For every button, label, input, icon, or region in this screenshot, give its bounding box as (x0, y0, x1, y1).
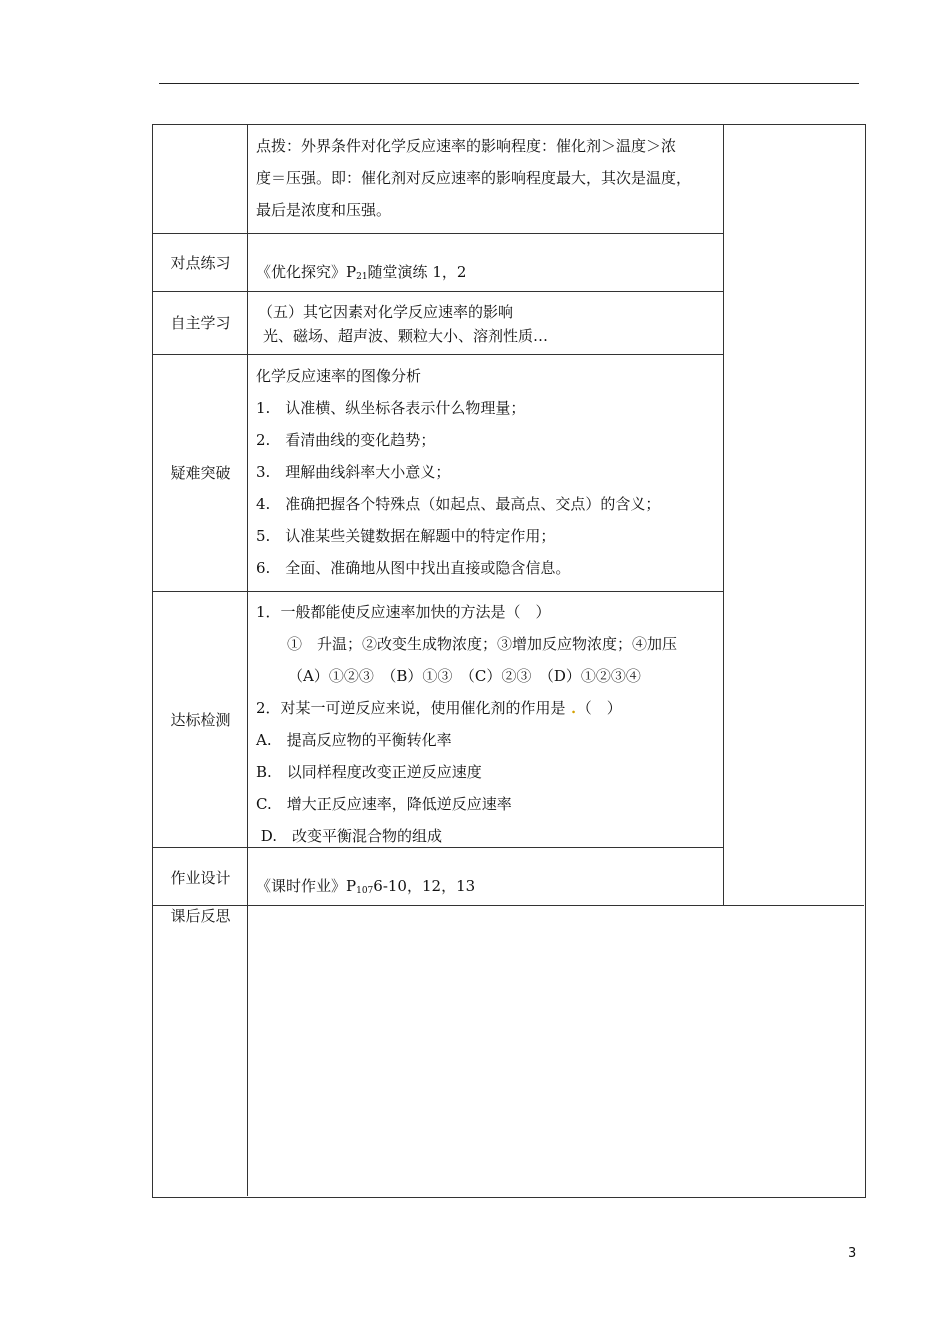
practice-text-before: 《优化探究》P (256, 263, 357, 281)
page-number: 3 (848, 1246, 857, 1261)
difficulty-item: 2. 看清曲线的变化趋势； (256, 431, 436, 449)
question-1-options: （A）①②③ （B）①③ （C）②③ （D）①②③④ (288, 667, 641, 685)
practice-subscript: 21 (356, 272, 368, 282)
self-study-line-2: 光、磁场、超声波、颗粒大小、溶剂性质… (263, 327, 549, 345)
homework-text (256, 876, 475, 901)
difficulty-item: 5. 认准某些关键数据在解题中的特定作用； (256, 527, 556, 545)
difficulty-item: 3. 理解曲线斜率大小意义； (256, 463, 451, 481)
homework-label: 作业设计 (170, 869, 231, 887)
question-2 (256, 694, 622, 718)
homework-subscript: 107 (356, 886, 374, 896)
difficulty-item: 1. 认准横、纵坐标各表示什么物理量； (256, 399, 526, 417)
question-2-paren: （ ） (576, 699, 622, 717)
practice-label: 对点练习 (170, 254, 231, 272)
reflection-label: 课后反思 (170, 907, 231, 925)
practice-text-after: 随堂演练 1，2 (367, 263, 467, 281)
question-2-dot: . (570, 694, 577, 718)
question-2-option: C. 增大正反应速率，降低逆反应速率 (256, 795, 512, 813)
hint-line-3: 最后是浓度和压强。 (256, 201, 392, 219)
difficulty-item: 6. 全面、准确地从图中找出直接或隐含信息。 (256, 559, 571, 577)
question-2-option: A. 提高反应物的平衡转化率 (256, 731, 452, 749)
self-study-line-1: （五）其它因素对化学反应速率的影响 (258, 303, 514, 321)
header-rule (159, 83, 859, 84)
practice-text (256, 262, 466, 287)
question-2-text: 2．对某一可逆反应来说，使用催化剂的作用是 (256, 699, 566, 717)
hint-line-2: 度＝压强。即：催化剂对反应速率的影响程度最大，其次是温度， (256, 169, 692, 187)
question-2-option: D. 改变平衡混合物的组成 (256, 827, 443, 845)
homework-text-before: 《课时作业》P (256, 877, 357, 895)
homework-text-after: 6-10，12，13 (373, 877, 476, 895)
question-1: 1．一般都能使反应速率加快的方法是（ ） (256, 603, 551, 621)
test-label: 达标检测 (170, 711, 231, 729)
difficulty-title: 化学反应速率的图像分析 (256, 367, 422, 385)
difficulty-item: 4. 准确把握各个特殊点（如起点、最高点、交点）的含义； (256, 495, 661, 513)
hint-line-1: 点拨：外界条件对化学反应速率的影响程度：催化剂＞温度＞浓 (256, 137, 677, 155)
question-1-conditions: ① 升温；②改变生成物浓度；③增加反应物浓度；④加压 (287, 635, 678, 653)
difficulty-label: 疑难突破 (170, 464, 231, 482)
self-study-label: 自主学习 (170, 314, 231, 332)
question-2-option: B. 以同样程度改变正逆反应速度 (256, 763, 482, 781)
